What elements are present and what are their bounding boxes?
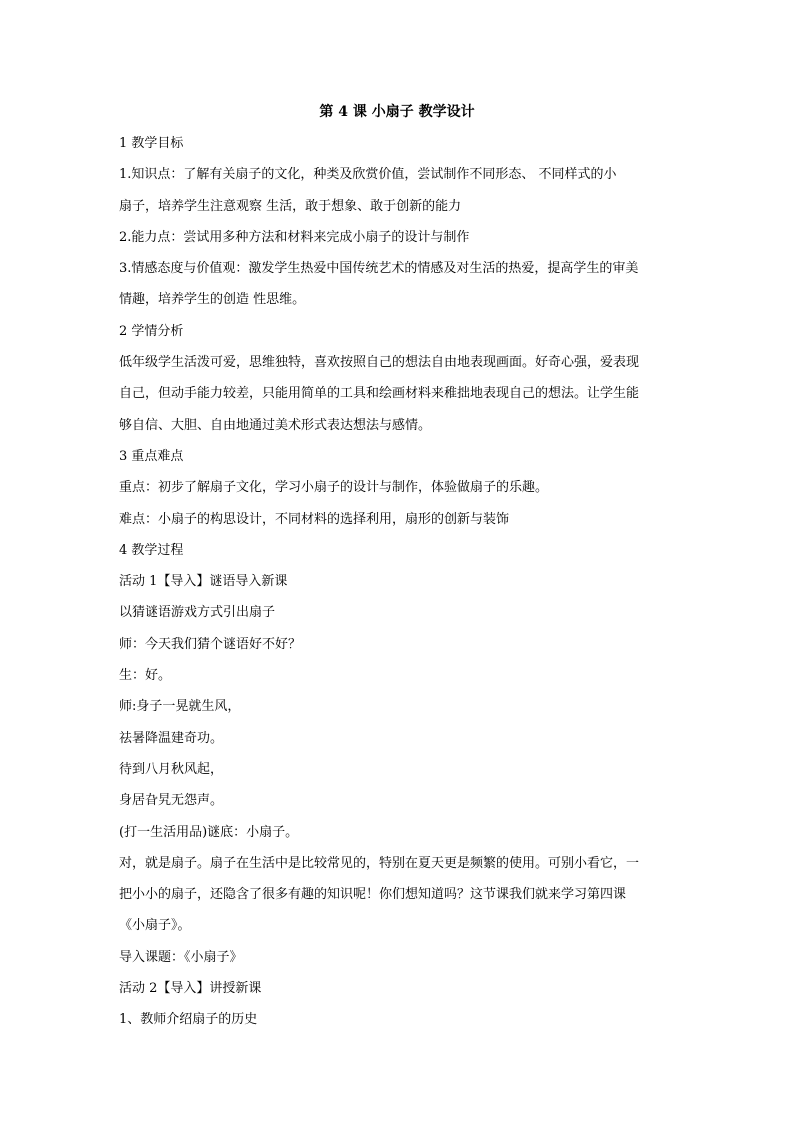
paragraph-line: 1.知识点：了解有关扇子的文化，种类及欣赏价值，尝试制作不同形态、 不同样式的小: [119, 167, 617, 183]
riddle-line: 祛暑降温建奇功。: [119, 730, 224, 746]
dialogue-line: 生：好。: [119, 668, 172, 684]
paragraph-line: 《小扇子》。: [119, 918, 191, 934]
paragraph-line: 对，就是扇子。扇子在生活中是比较常见的，特别在夏天更是频繁的使用。可别小看它，一: [119, 855, 640, 871]
riddle-answer-line: (打一生活用品)谜底：小扇子。: [119, 824, 299, 840]
paragraph-line: 难点：小扇子的构思设计，不同材料的选择利用，扇形的创新与装饰: [119, 511, 510, 527]
paragraph-line: 自己，但动手能力较差，只能用简单的工具和绘画材料来稚拙地表现自己的想法。让学生能: [119, 386, 640, 402]
paragraph-line: 导入课题：《小扇子》: [119, 949, 243, 965]
riddle-line: 身居旮旯无怨声。: [119, 793, 224, 809]
document-body: [119, 128, 675, 1036]
riddle-line: 待到八月秋风起，: [119, 761, 224, 777]
paragraph-line: 1、教师介绍扇子的历史: [119, 1012, 258, 1028]
paragraph-line: 3.情感态度与价值观：激发学生热爱中国传统艺术的情感及对生活的热爱，提高学生的审美: [119, 261, 639, 277]
paragraph-line: 重点：初步了解扇子文化，学习小扇子的设计与制作，体验做扇子的乐趣。: [119, 480, 549, 496]
activity-heading: 活动 2【导入】讲授新课: [119, 981, 262, 997]
paragraph-line: 扇子，培养学生注意观察 生活，敢于想象、敢于创新的能力: [119, 198, 462, 214]
paragraph-line: 2.能力点：尝试用多种方法和材料来完成小扇子的设计与制作: [119, 229, 470, 245]
paragraph-line: 低年级学生活泼可爱，思维独特，喜欢按照自己的想法自由地表现画面。好奇心强，爱表现: [119, 355, 640, 371]
riddle-line: 师:身子一晃就生风，: [119, 699, 241, 715]
section-heading-analysis: 2 学情分析: [119, 323, 184, 339]
document-title: 第 4 课 小扇子 教学设计: [319, 104, 475, 120]
dialogue-line: 师：今天我们猜个谜语好不好？: [119, 636, 302, 652]
paragraph-line: 把小小的扇子，还隐含了很多有趣的知识呢！你们想知道吗？这节课我们就来学习第四课: [119, 887, 627, 903]
section-heading-key-points: 3 重点难点: [119, 448, 184, 464]
paragraph-line: 情趣，培养学生的创造 性思维。: [119, 292, 306, 308]
section-heading-process: 4 教学过程: [119, 542, 184, 558]
section-heading-objectives: 1 教学目标: [119, 136, 184, 151]
paragraph-line: 以猜谜语游戏方式引出扇子: [119, 605, 276, 621]
paragraph-line: 够自信、大胆、自由地通过美术形式表达想法与感情。: [119, 417, 432, 433]
activity-heading: 活动 1【导入】谜语导入新课: [119, 574, 288, 590]
